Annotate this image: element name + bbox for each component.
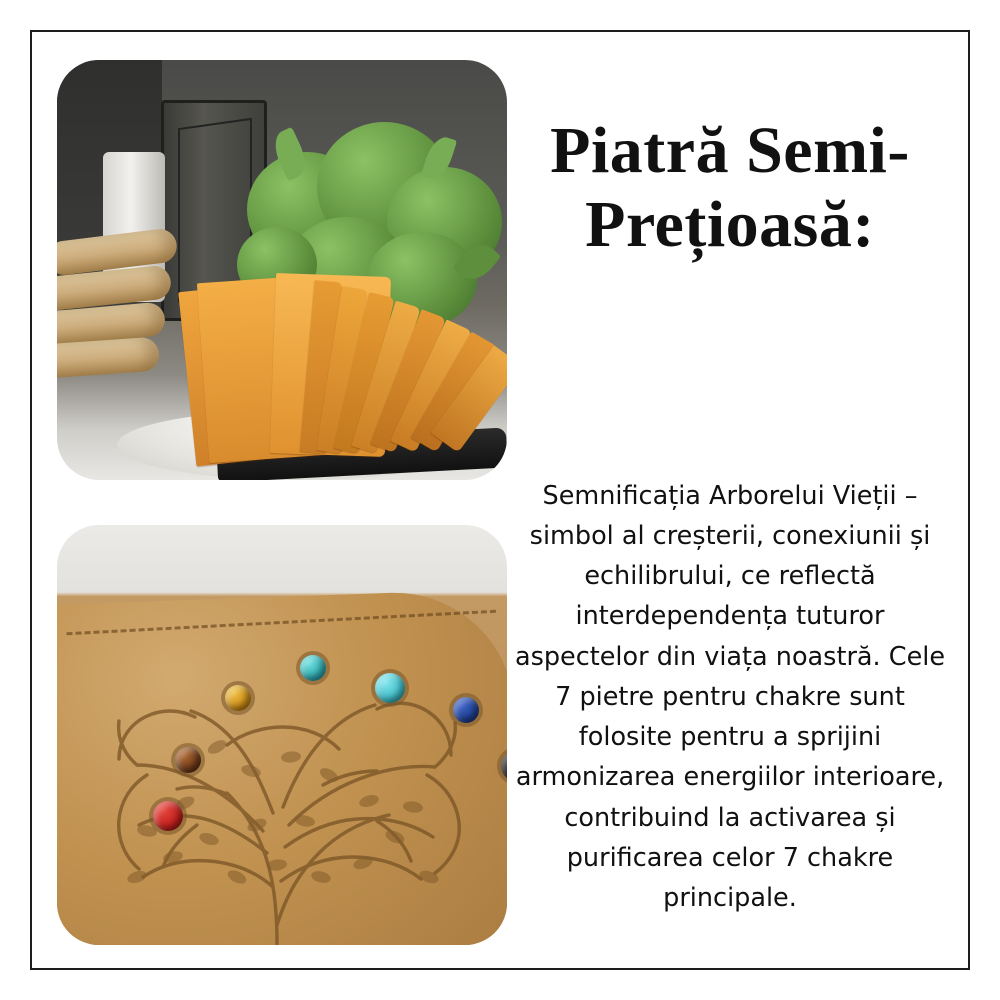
stone-lapis — [453, 697, 479, 723]
photo-notebook — [57, 60, 507, 480]
photo-leather-tree — [57, 525, 507, 945]
text-column — [510, 60, 950, 945]
image-column — [57, 60, 507, 945]
notebook-scene — [57, 60, 507, 480]
body-paragraph: Semnificația Arborelui Vieții – simbol al creșterii, conexiunii și echilibrului, ce reflectă interdependența tuturor aspectelor din viața noastră. Cele 7 pietre pentru chakre sunt folosite pentru a sprijini armonizarea energiilor interioare, contribuind la activarea și purificarea celor 7 chakre principale. — [514, 480, 946, 914]
stone-turquoise — [300, 655, 326, 681]
page-title: Piatră Semi-Prețioasă: — [550, 114, 910, 262]
stone-red-jasper — [153, 801, 183, 831]
stone-amber — [175, 747, 201, 773]
tree-of-life-engraving — [77, 625, 497, 945]
stone-turquoise-light — [375, 673, 405, 703]
leather-scene — [57, 525, 507, 945]
stone-tiger-eye — [225, 685, 251, 711]
open-notebook — [177, 275, 507, 480]
rolled-paper-stack — [57, 235, 192, 375]
